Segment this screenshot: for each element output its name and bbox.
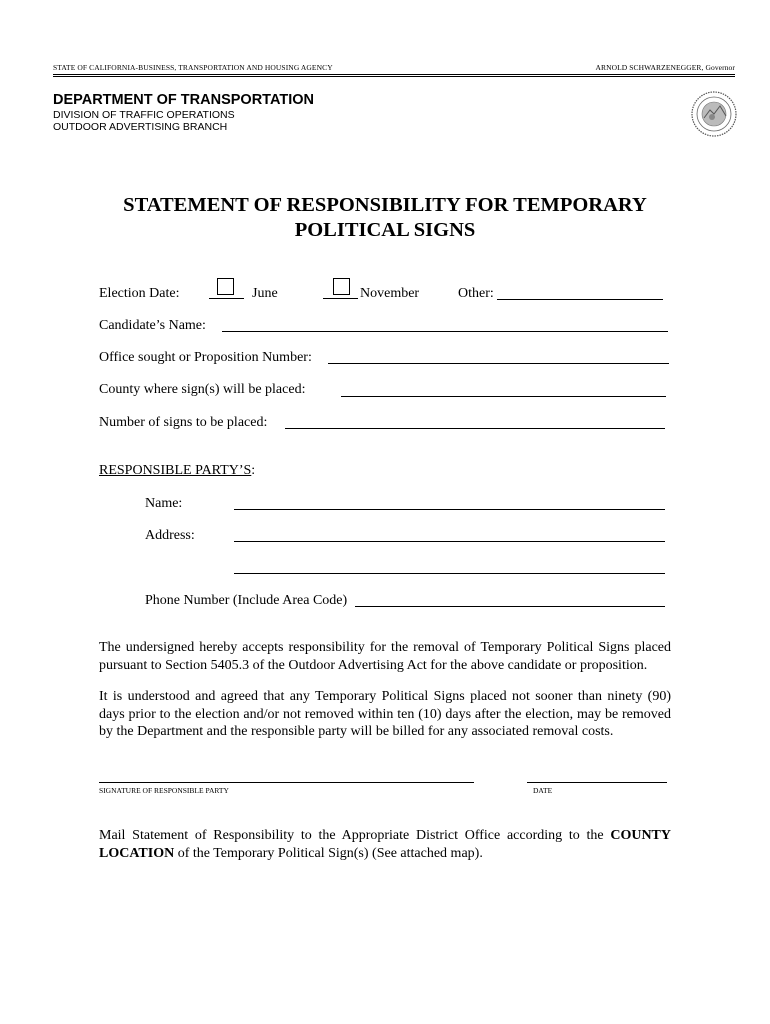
county-label: County where sign(s) will be placed: bbox=[99, 382, 306, 397]
num-signs-field[interactable] bbox=[285, 428, 665, 429]
responsible-heading-colon: : bbox=[251, 463, 256, 478]
address-field-line1[interactable] bbox=[234, 541, 665, 542]
form-title-line1: STATEMENT OF RESPONSIBILITY FOR TEMPORARY bbox=[123, 194, 647, 216]
address-field-line2[interactable] bbox=[234, 573, 665, 574]
form-title-line2: POLITICAL SIGNS bbox=[294, 219, 476, 241]
date-label: DATE bbox=[533, 786, 553, 795]
department-title: DEPARTMENT OF TRANSPORTATION bbox=[53, 92, 314, 108]
phone-field[interactable] bbox=[355, 606, 665, 607]
signature-label: SIGNATURE OF RESPONSIBLE PARTY bbox=[99, 786, 229, 795]
header-rule-bottom bbox=[53, 76, 735, 77]
office-field[interactable] bbox=[328, 363, 669, 364]
phone-label: Phone Number (Include Area Code) bbox=[145, 593, 348, 608]
agreement-paragraph: It is understood and agreed that any Temporary Political Signs placed not sooner than ninety (90) days prior to the election and/or not removed within ten (10) days after the election, may be removed by the Department and the responsible party will be billed for any associated removal costs. bbox=[99, 689, 671, 739]
november-label: November bbox=[360, 286, 420, 301]
june-checkbox[interactable] bbox=[217, 278, 234, 295]
candidate-field[interactable] bbox=[222, 331, 668, 332]
june-label: June bbox=[252, 286, 278, 301]
election-date-label: Election Date: bbox=[99, 286, 180, 301]
november-checkbox[interactable] bbox=[333, 278, 350, 295]
responsible-heading bbox=[99, 463, 255, 479]
mail-bold-location: LOCATION bbox=[99, 846, 175, 861]
other-label: Other: bbox=[458, 286, 494, 301]
june-underline bbox=[209, 298, 244, 299]
mail-instructions bbox=[99, 827, 671, 863]
mail-bold-county: COUNTY bbox=[610, 828, 671, 843]
branch-line: OUTDOOR ADVERTISING BRANCH bbox=[53, 121, 228, 133]
office-label: Office sought or Proposition Number: bbox=[99, 350, 312, 365]
agency-line: STATE OF CALIFORNIA-BUSINESS, TRANSPORTATION AND HOUSING AGENCY bbox=[53, 63, 333, 72]
mail-text-b: of the Temporary Political Sign(s) (See attached map). bbox=[174, 846, 483, 861]
november-underline bbox=[323, 298, 358, 299]
num-signs-label: Number of signs to be placed: bbox=[99, 415, 268, 430]
county-field[interactable] bbox=[341, 396, 666, 397]
other-field[interactable] bbox=[497, 299, 663, 300]
responsible-heading-text: RESPONSIBLE PARTY’S bbox=[99, 463, 252, 478]
division-line: DIVISION OF TRAFFIC OPERATIONS bbox=[53, 109, 235, 121]
header-rule-top bbox=[53, 74, 735, 75]
candidate-label: Candidate’s Name: bbox=[99, 318, 206, 333]
date-field[interactable] bbox=[527, 782, 667, 783]
name-label: Name: bbox=[145, 496, 183, 511]
governor-line: ARNOLD SCHWARZENEGGER, Governor bbox=[595, 63, 735, 72]
address-label: Address: bbox=[145, 528, 195, 543]
name-field[interactable] bbox=[234, 509, 665, 510]
acceptance-paragraph: The undersigned hereby accepts responsibility for the removal of Temporary Political Signs placed pursuant to Section 5405.3 of the Outdoor Advertising Act for the above candidate or proposition. bbox=[99, 640, 671, 673]
signature-field[interactable] bbox=[99, 782, 474, 783]
state-seal-icon bbox=[690, 90, 738, 138]
mail-text-a: Mail Statement of Responsibility to the Appropriate District Office according to the bbox=[99, 828, 611, 843]
